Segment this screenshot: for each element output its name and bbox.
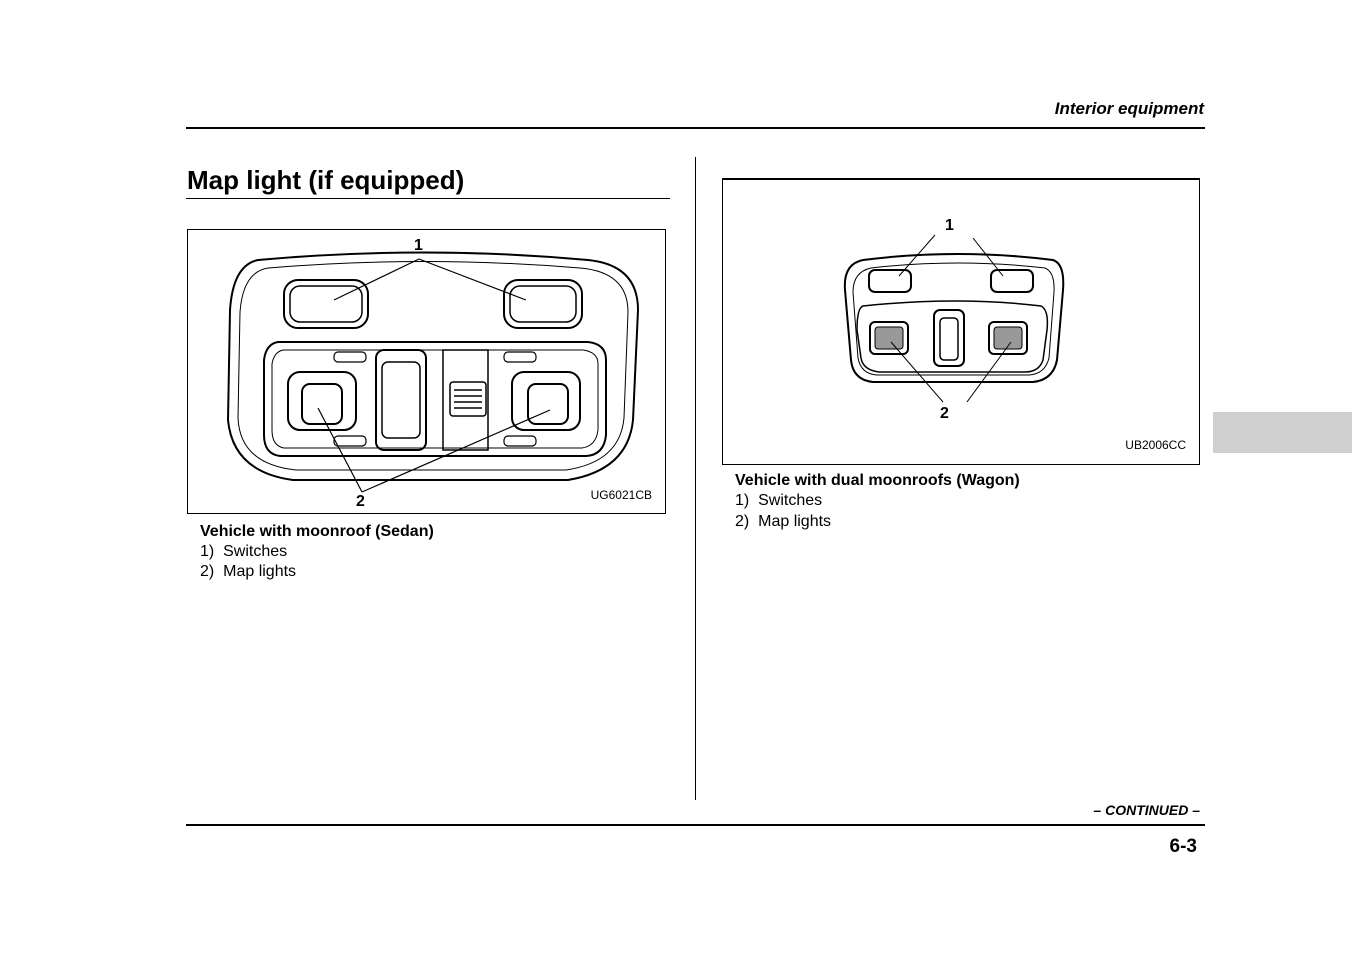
footer-rule <box>186 824 1205 826</box>
figure-caption-title: Vehicle with moonroof (Sedan) <box>200 523 434 540</box>
figure-caption-title: Vehicle with dual moonroofs (Wagon) <box>735 472 1020 489</box>
chapter-thumb-tab <box>1213 412 1352 453</box>
callout-2: 2 <box>940 405 949 422</box>
caption-item-switches: 1) Switches <box>200 543 288 560</box>
caption-item-map-lights: 2) Map lights <box>735 513 832 530</box>
page-number: 6-3 <box>1169 836 1197 857</box>
callout-2: 2 <box>356 493 365 510</box>
caption-item-switches: 1) Switches <box>735 492 823 509</box>
callout-1: 1 <box>945 217 954 234</box>
callout-1: 1 <box>414 237 423 254</box>
wagon-console-illustration <box>723 180 1199 464</box>
sedan-console-illustration <box>188 230 665 513</box>
figure-sedan <box>187 229 666 514</box>
section-title: Map light (if equipped) <box>187 165 465 195</box>
continued-note: – CONTINUED – <box>1093 802 1200 818</box>
header-rule <box>186 127 1205 129</box>
running-header: Interior equipment <box>1054 99 1204 118</box>
figure-wagon <box>722 178 1200 465</box>
column-divider <box>695 157 696 800</box>
figure-code: UG6021CB <box>590 488 652 502</box>
title-underline <box>186 198 670 199</box>
figure-code: UB2006CC <box>1125 438 1186 452</box>
caption-item-map-lights: 2) Map lights <box>200 563 297 580</box>
